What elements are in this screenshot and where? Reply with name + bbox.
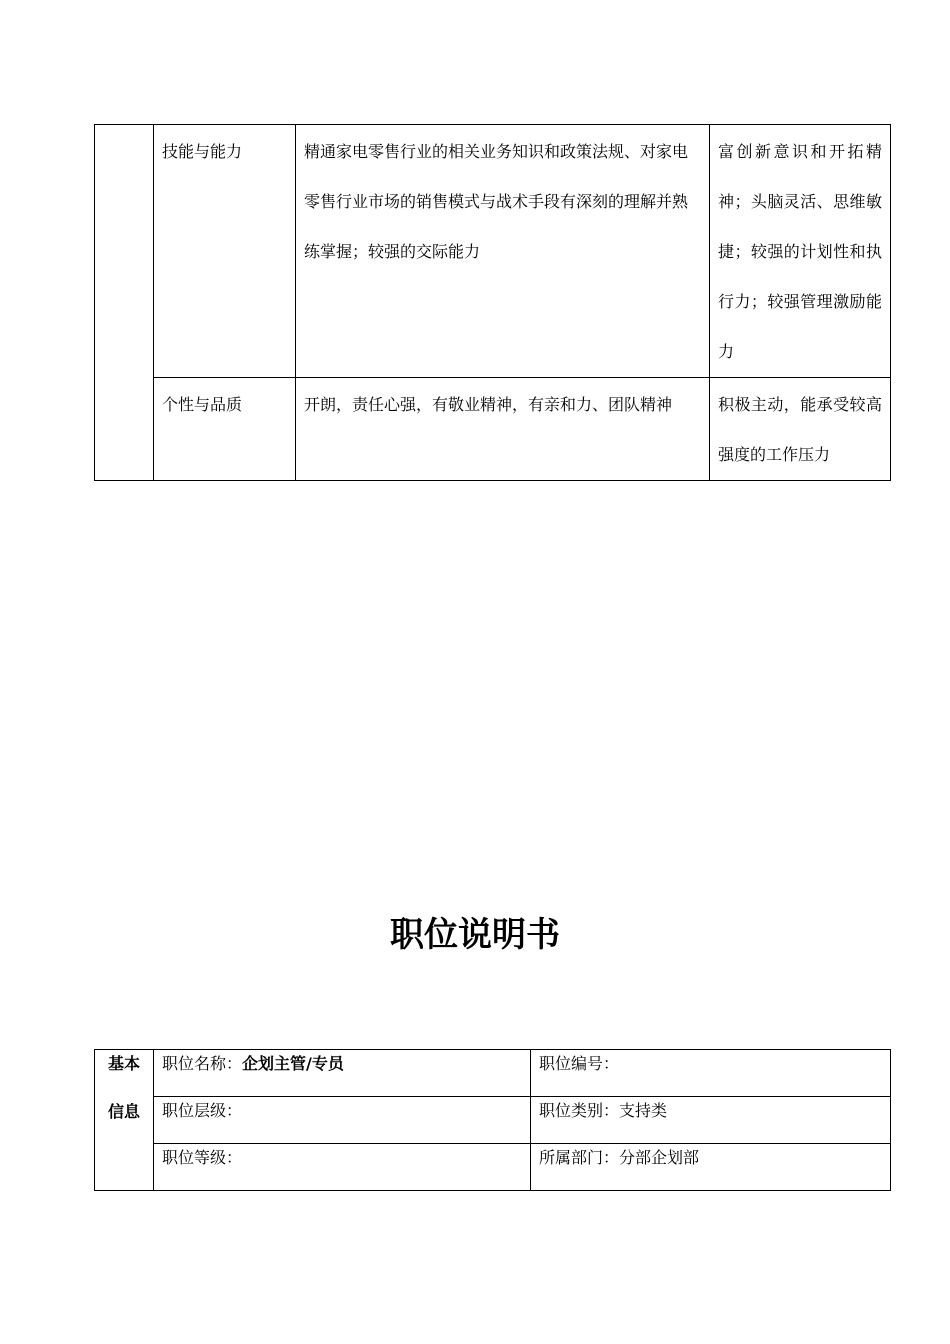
position-name-value: 企划主管/专员 xyxy=(242,1054,344,1073)
position-code-cell xyxy=(531,1050,891,1097)
position-category-cell xyxy=(531,1097,891,1144)
row-content-personality: 开朗，责任心强，有敬业精神，有亲和力、团队精神 xyxy=(296,378,710,481)
section-cell-empty xyxy=(95,125,154,481)
table-row xyxy=(95,1050,891,1097)
row-label-personality: 个性与品质 xyxy=(154,378,296,481)
section-label-line1: 基本 xyxy=(107,1054,140,1073)
department-value: 分部企划部 xyxy=(619,1148,700,1167)
table-row xyxy=(95,1097,891,1144)
row-content-skills: 精通家电零售行业的相关业务知识和政策法规、对家电零售行业市场的销售模式与战术手段有深刻的理解并熟练掌握；较强的交际能力 xyxy=(296,125,710,378)
department-cell xyxy=(531,1144,891,1191)
department-label: 所属部门： xyxy=(539,1148,620,1167)
position-category-value: 支持类 xyxy=(619,1101,668,1120)
basic-info-table xyxy=(94,1049,891,1191)
basic-info-section-label xyxy=(95,1050,154,1191)
page-title: 职位说明书 xyxy=(390,915,560,955)
requirements-table xyxy=(94,124,891,481)
position-name-label: 职位名称： xyxy=(162,1054,243,1073)
table-row xyxy=(95,125,891,378)
position-category-label: 职位类别： xyxy=(539,1101,620,1120)
position-level-label: 职位层级： xyxy=(162,1101,243,1120)
position-level-cell xyxy=(154,1097,531,1144)
table-row xyxy=(95,1144,891,1191)
position-name-cell xyxy=(154,1050,531,1097)
section-label-line2: 信息 xyxy=(107,1102,140,1121)
table-row xyxy=(95,378,891,481)
position-grade-label: 职位等级： xyxy=(162,1148,243,1167)
position-grade-cell xyxy=(154,1144,531,1191)
position-code-label: 职位编号： xyxy=(539,1054,620,1073)
row-label-skills: 技能与能力 xyxy=(154,125,296,378)
row-extra-skills: 富创新意识和开拓精神；头脑灵活、思维敏捷；较强的计划性和执行力；较强管理激励能力 xyxy=(710,125,891,378)
row-extra-personality: 积极主动，能承受较高强度的工作压力 xyxy=(710,378,891,481)
